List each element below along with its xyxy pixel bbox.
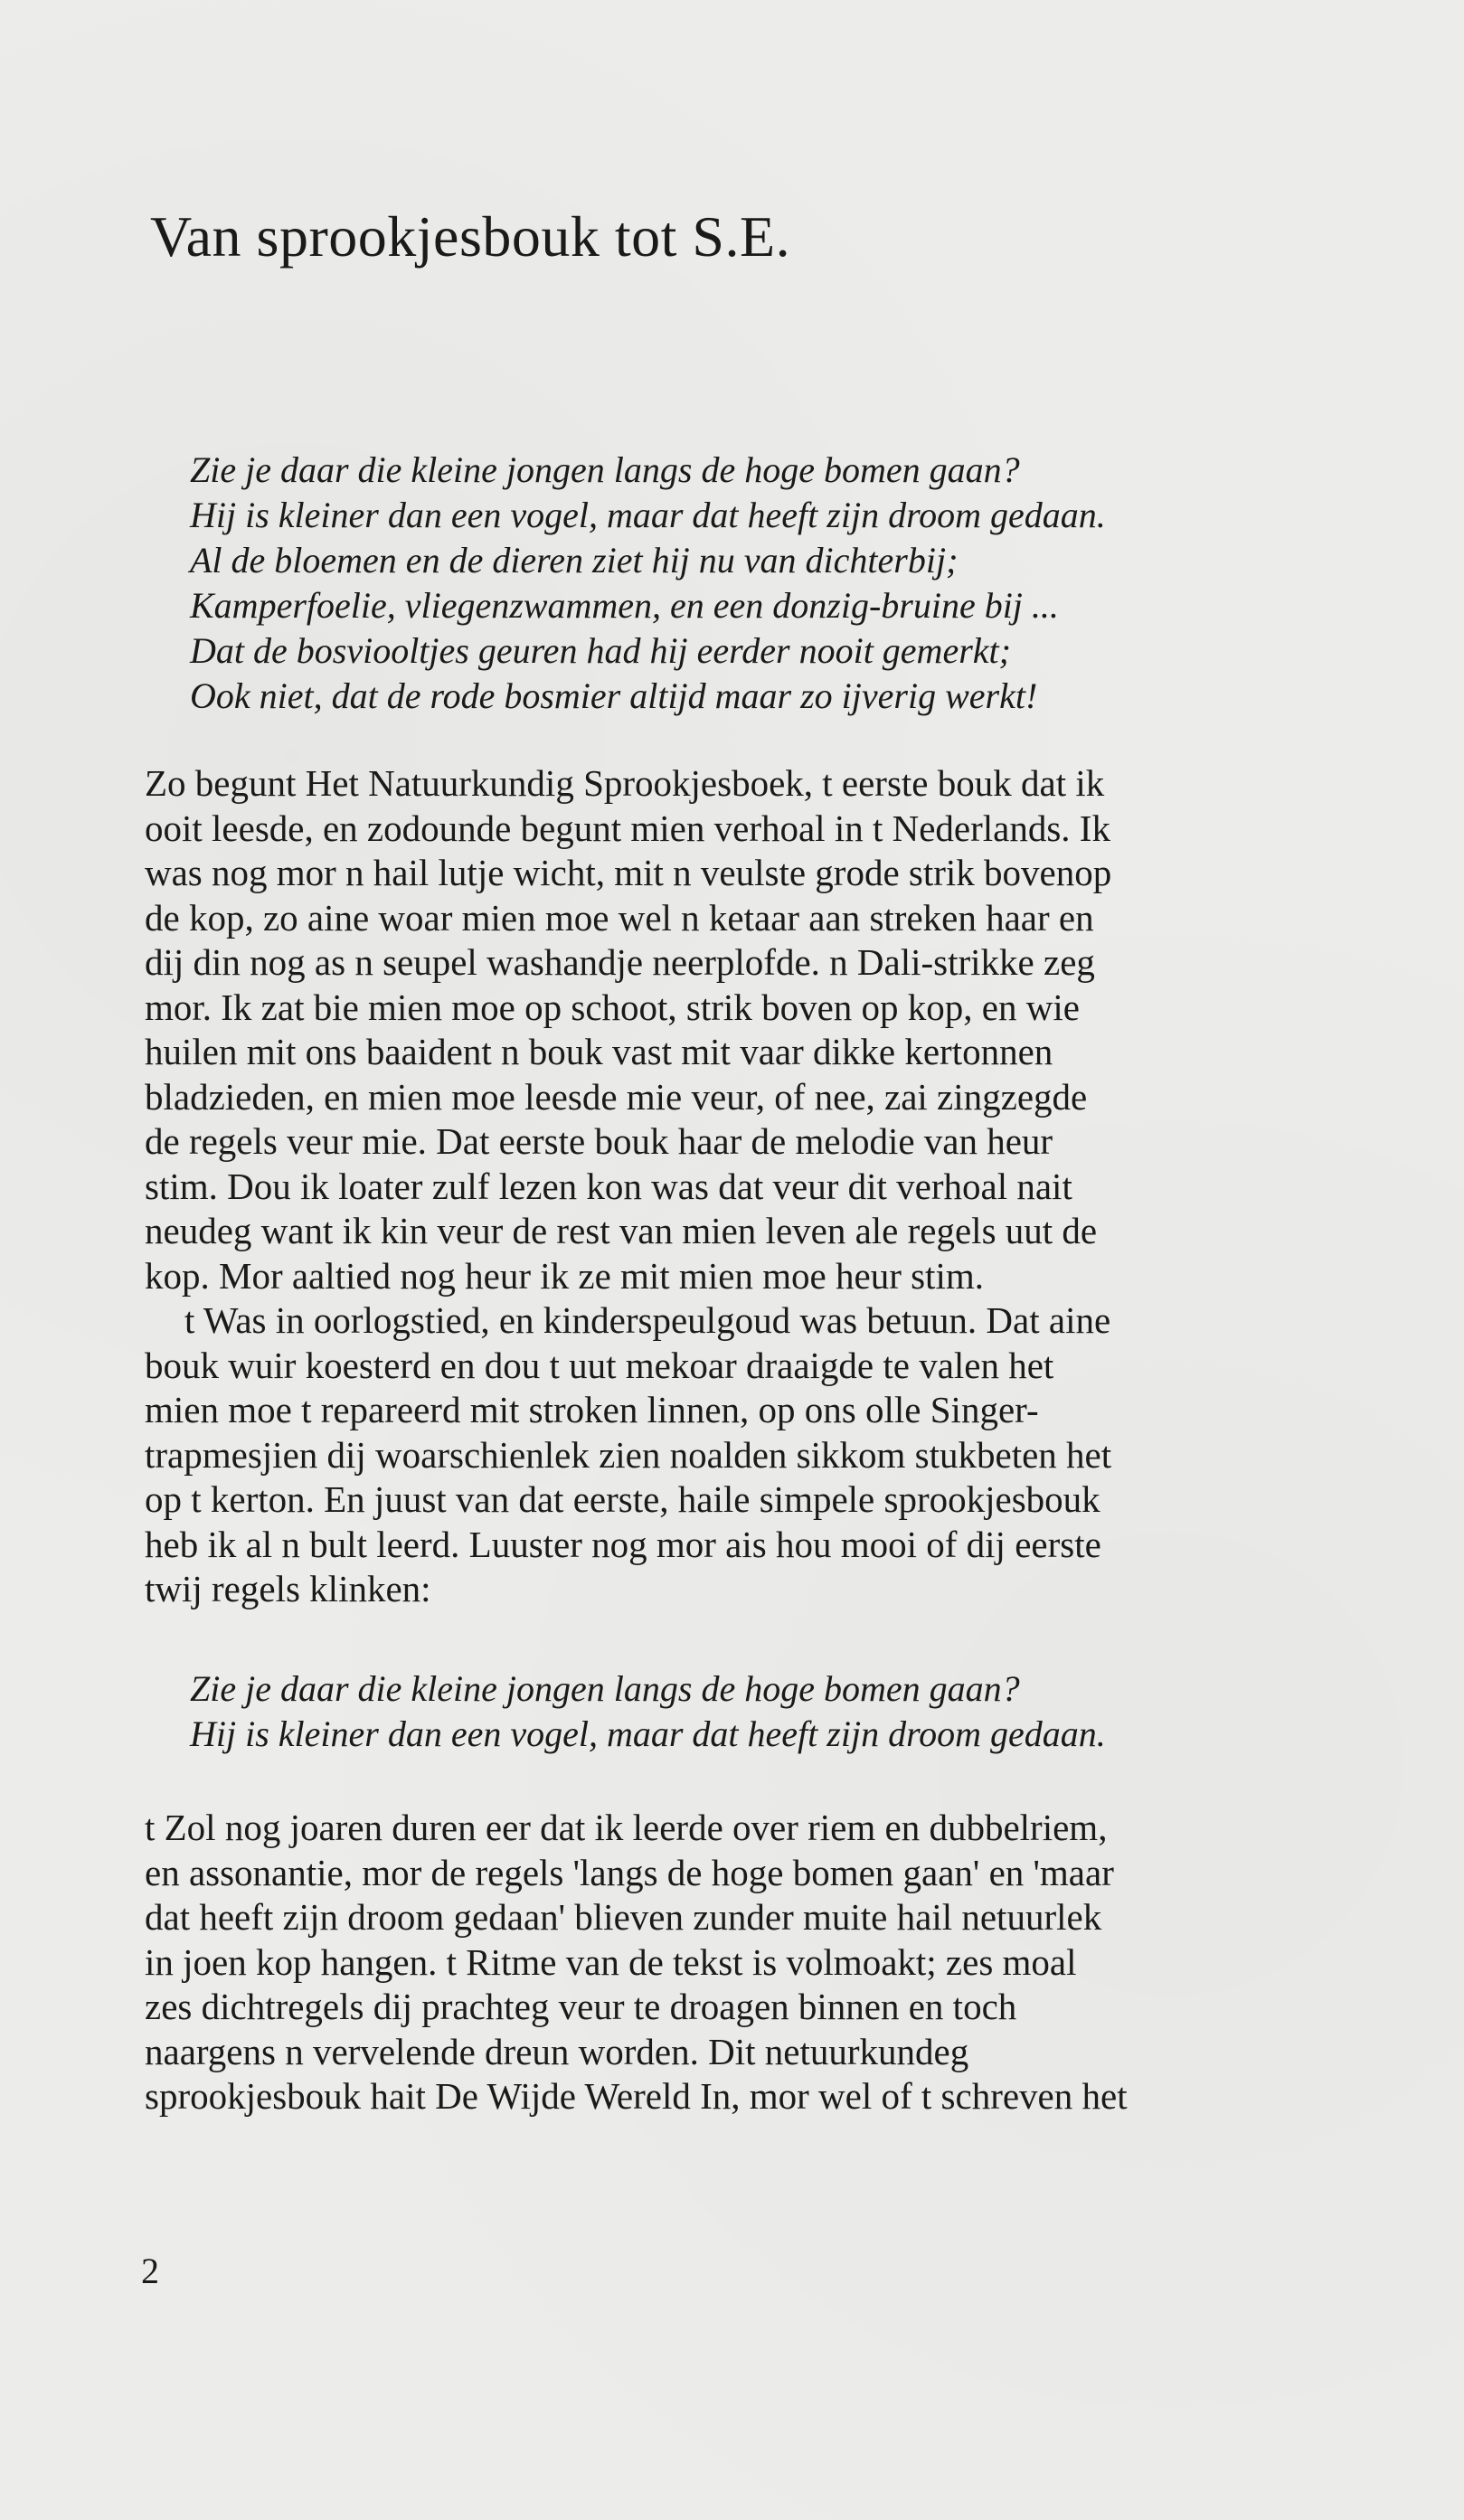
prose-line: trapmesjien dij woarschienlek zien noalden sikkom stukbeten het — [145, 1433, 1112, 1476]
prose-line: de regels veur mie. Dat eerste bouk haar de melodie van heur — [145, 1120, 1053, 1162]
opening-poem — [190, 448, 1106, 719]
prose-line: sprookjesbouk hait De Wijde Wereld In, mor wel of t schreven het — [145, 2075, 1128, 2117]
page-number: 2 — [141, 2251, 159, 2291]
prose-line: zes dichtregels dij prachteg veur te droagen binnen en toch — [145, 1986, 1017, 2027]
prose-line: was nog mor n hail lutje wicht, mit n veulste grode strik bovenop — [145, 852, 1112, 893]
prose-line: en assonantie, mor de regels 'langs de hoge bomen gaan' en 'maar — [145, 1851, 1114, 1893]
prose-block-2 — [145, 1806, 1252, 2119]
prose-line: huilen mit ons baaident n bouk vast mit vaar dikke kertonnen — [145, 1031, 1053, 1072]
poem-line: Kamperfoelie, vliegenzwammen, en een donzig-bruine bij ... — [190, 585, 1059, 626]
prose-line: naargens n vervelende dreun worden. Dit netuurkundeg — [145, 2030, 969, 2072]
prose-line: dat heeft zijn droom gedaan' blieven zunder muite hail netuurlek — [145, 1896, 1102, 1938]
prose-line: bladzieden, en mien moe leesde mie veur, of nee, zai zingzegde — [145, 1075, 1088, 1118]
prose-line: Zo begunt Het Natuurkundig Sprookjesboek, t eerste bouk dat ik — [145, 762, 1105, 804]
poem-line: Hij is kleiner dan een vogel, maar dat heeft zijn droom gedaan. — [190, 495, 1106, 535]
poem-line: Hij is kleiner dan een vogel, maar dat heeft zijn droom gedaan. — [190, 1713, 1106, 1754]
prose-line: de kop, zo aine woar mien moe wel n ketaar aan streken haar en — [145, 896, 1094, 939]
prose-line: op t kerton. En juust van dat eerste, haile simpele sprookjesbouk — [145, 1478, 1100, 1520]
prose-line: bouk wuir koesterd en dou t uut mekoar draaigde te valen het — [145, 1344, 1054, 1386]
poem-line: Dat de bosviooltjes geuren had hij eerder nooit gemerkt; — [190, 630, 1011, 671]
prose-line: neudeg want ik kin veur de rest van mien leven ale regels uut de — [145, 1210, 1098, 1251]
prose-line: stim. Dou ik loater zulf lezen kon was dat veur dit verhoal nait — [145, 1165, 1072, 1207]
prose-line: in joen kop hangen. t Ritme van de tekst is volmoakt; zes moal — [145, 1940, 1077, 1983]
prose-block-1 — [145, 761, 1252, 1612]
prose-line: twij regels klinken: — [145, 1568, 431, 1609]
prose-line: kop. Mor aaltied nog heur ik ze mit mien moe heur stim. — [145, 1254, 984, 1297]
quoted-poem — [190, 1666, 1106, 1757]
prose-line: t Was in oorlogstied, en kinderspeulgoud was betuun. Dat aine — [184, 1299, 1111, 1341]
prose-line: ooit leesde, en zodounde begunt mien verhoal in t Nederlands. Ik — [145, 807, 1110, 849]
poem-line: Ook niet, dat de rode bosmier altijd maar zo ijverig werkt! — [190, 675, 1038, 716]
prose-line: mor. Ik zat bie mien moe op schoot, strik boven op kop, en wie — [145, 986, 1080, 1028]
poem-line: Zie je daar die kleine jongen langs de hoge bomen gaan? — [190, 1668, 1020, 1709]
prose-line: dij din nog as n seupel washandje neerplofde. n Dali-strikke zeg — [145, 941, 1095, 983]
prose-line: t Zol nog joaren duren eer dat ik leerde over riem en dubbelriem, — [145, 1807, 1108, 1848]
poem-line: Al de bloemen en de dieren ziet hij nu van dichterbij; — [190, 540, 959, 580]
chapter-title: Van sprookjesbouk tot S.E. — [150, 204, 791, 269]
poem-line: Zie je daar die kleine jongen langs de hoge bomen gaan? — [190, 449, 1020, 490]
prose-line: mien moe t repareerd mit stroken linnen, op ons olle Singer- — [145, 1389, 1039, 1430]
prose-line: heb ik al n bult leerd. Luuster nog mor ais hou mooi of dij eerste — [145, 1523, 1101, 1565]
